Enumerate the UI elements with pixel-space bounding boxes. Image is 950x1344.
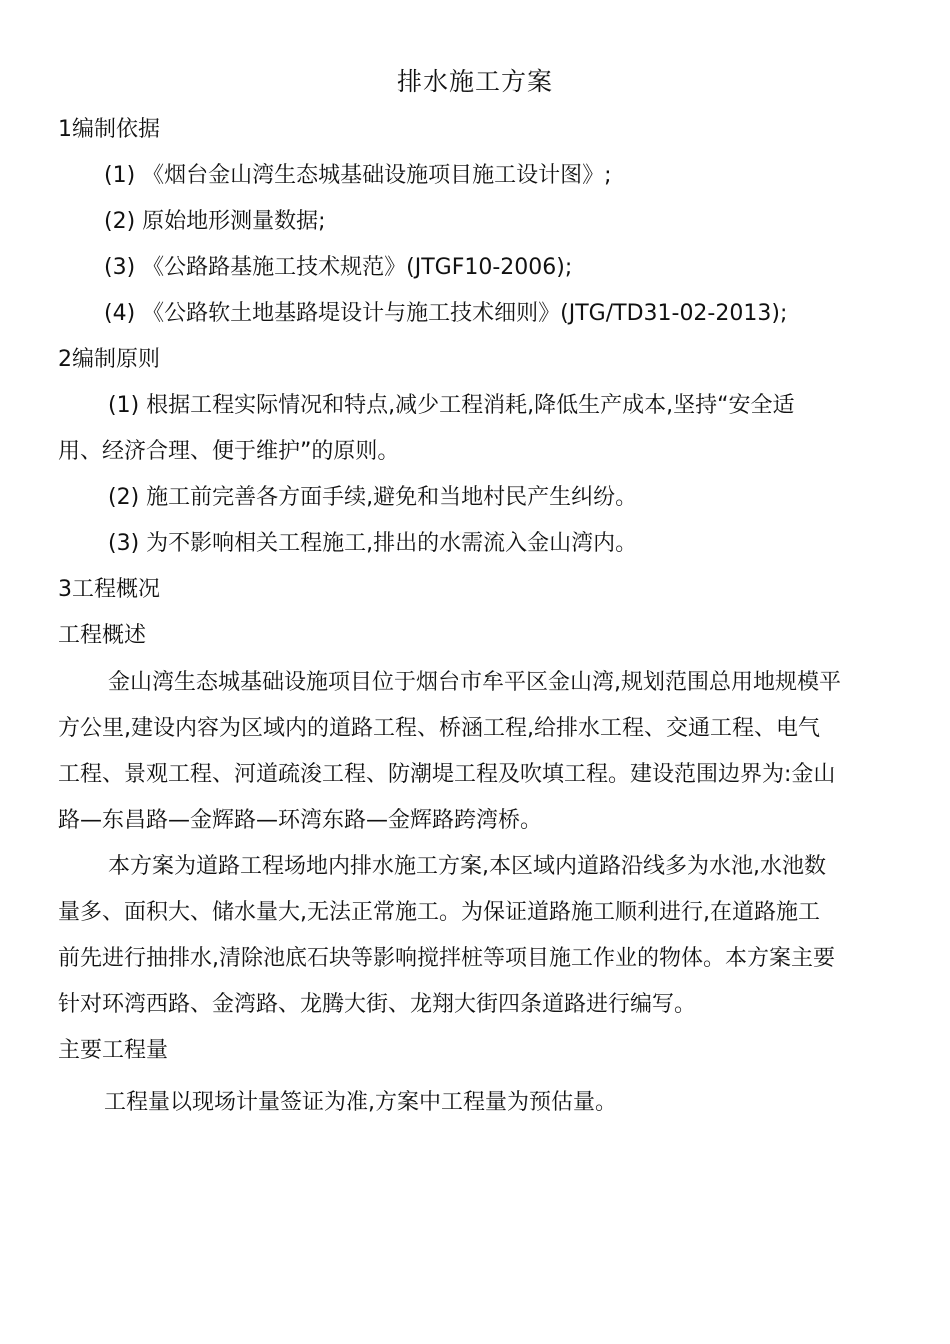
overview-para-1-line-3: 工程、景观工程、河道疏浚工程、防潮堤工程及吹填工程。建设范围边界为:金山	[58, 762, 836, 787]
basis-item-1: (1) 《烟台金山湾生态城基础设施项目施工设计图》;	[104, 163, 612, 188]
basis-item-2: (2) 原始地形测量数据;	[104, 209, 326, 234]
basis-item-3: (3) 《公路路基施工技术规范》(JTGF10-2006);	[104, 255, 573, 280]
principle-1-line-2: 用、经济合理、便于维护”的原则。	[58, 439, 400, 464]
overview-para-2-line-1: 本方案为道路工程场地内排水施工方案,本区域内道路沿线多为水池,水池数	[108, 854, 826, 879]
overview-para-1-line-4: 路—东昌路—金辉路—环湾东路—金辉路跨湾桥。	[58, 808, 543, 833]
principle-1-line-1: (1) 根据工程实际情况和特点,减少工程消耗,降低生产成本,坚持“安全适	[108, 393, 795, 418]
basis-item-4: (4) 《公路软土地基路堤设计与施工技术细则》(JTG/TD31-02-2013);	[104, 301, 788, 326]
quantities-para: 工程量以现场计量签证为准,方案中工程量为预估量。	[104, 1090, 617, 1115]
principle-3: (3) 为不影响相关工程施工,排出的水需流入金山湾内。	[108, 531, 638, 556]
principle-2: (2) 施工前完善各方面手续,避免和当地村民产生纠纷。	[108, 485, 638, 510]
subsection-quantities-heading: 主要工程量	[58, 1038, 169, 1063]
overview-para-2-line-2: 量多、面积大、储水量大,无法正常施工。为保证道路施工顺利进行,在道路施工	[58, 900, 820, 925]
subsection-overview-heading: 工程概述	[58, 623, 147, 648]
section-2-heading: 2编制原则	[58, 347, 160, 372]
overview-para-1-line-2: 方公里,建设内容为区域内的道路工程、桥涵工程,给排水工程、交通工程、电气	[58, 716, 820, 741]
document-title: 排水施工方案	[396, 67, 553, 96]
overview-para-2-line-4: 针对环湾西路、金湾路、龙腾大街、龙翔大街四条道路进行编写。	[58, 992, 697, 1017]
overview-para-2-line-3: 前先进行抽排水,清除池底石块等影响搅拌桩等项目施工作业的物体。本方案主要	[58, 946, 835, 971]
section-1-heading: 1编制依据	[58, 117, 160, 142]
overview-para-1-line-1: 金山湾生态城基础设施项目位于烟台市牟平区金山湾,规划范围总用地规模平	[108, 670, 841, 695]
section-3-heading: 3工程概况	[58, 577, 160, 602]
